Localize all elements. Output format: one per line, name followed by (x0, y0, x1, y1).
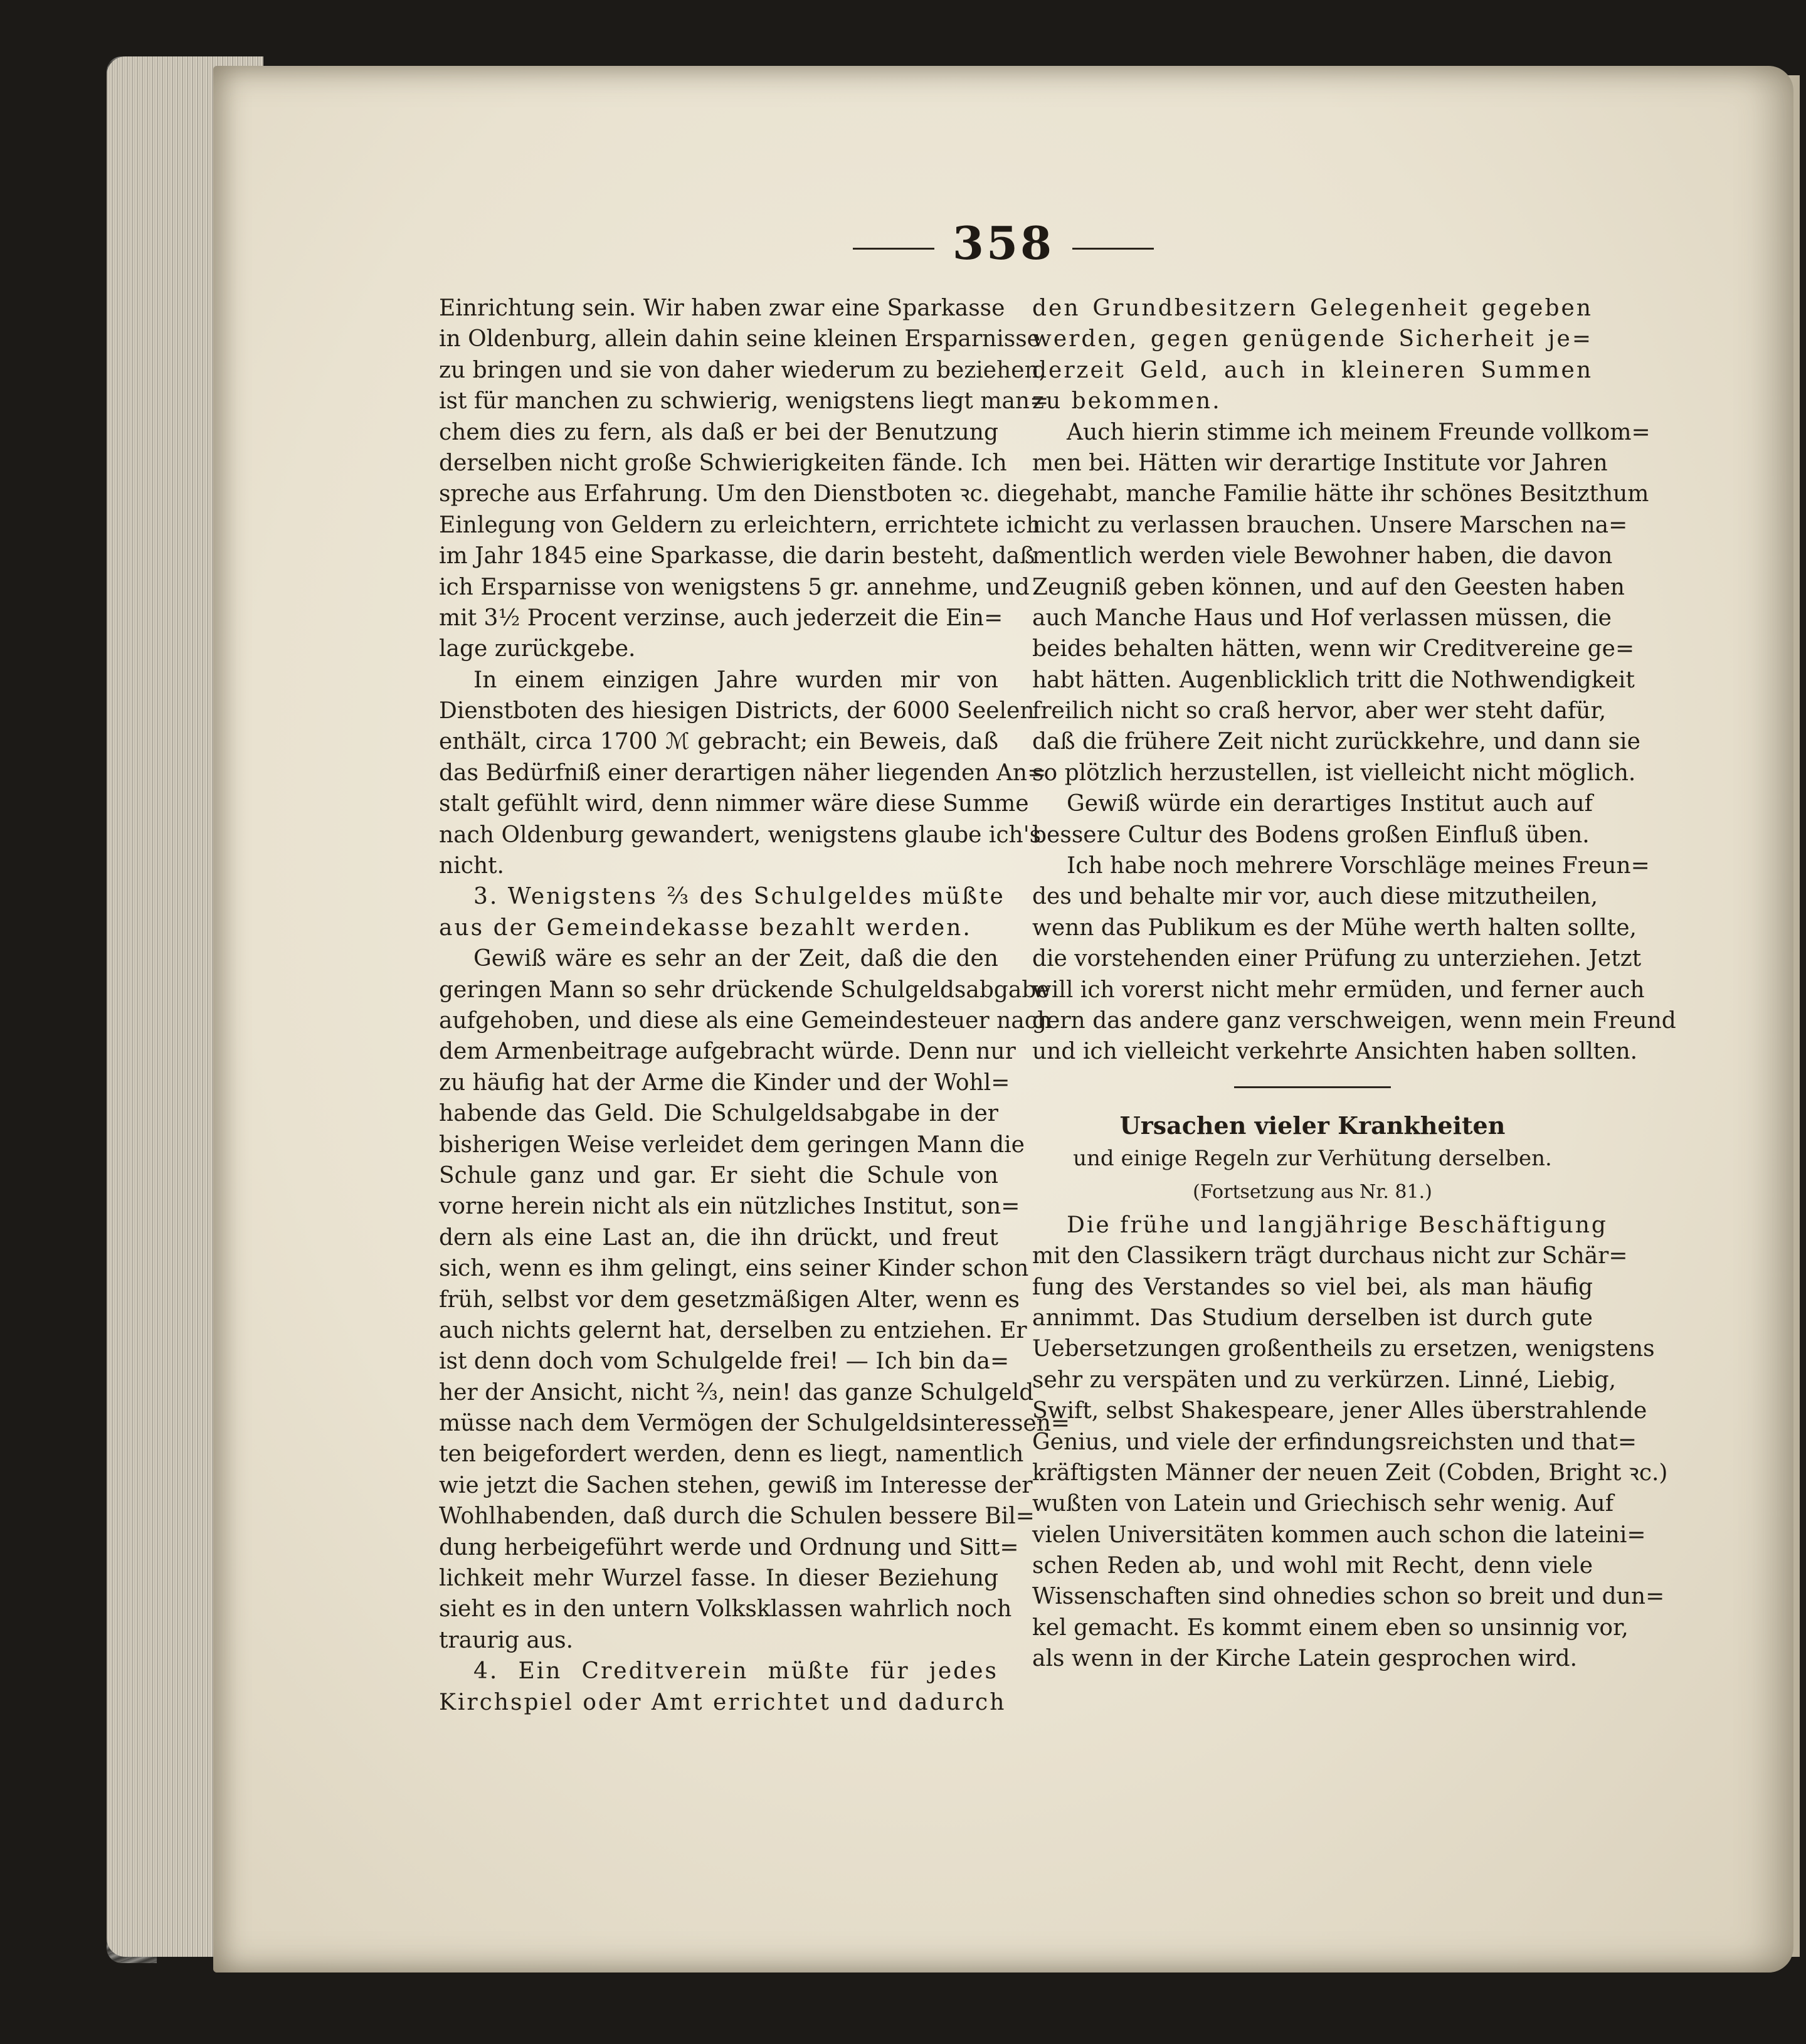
text-line: Gewiß würde ein derartiges Institut auch auf (1067, 791, 1593, 817)
text-line: beides behalten hätten, wenn wir Creditvereine ge= (1032, 636, 1635, 662)
text-line: Auch hierin stimme ich meinem Freunde vollkom= (1067, 419, 1650, 445)
text-line: vielen Universitäten kommen auch schon die lateini= (1032, 1522, 1646, 1548)
header-rule-right (1072, 248, 1154, 250)
text-line: wußten von Latein und Griechisch sehr wenig. Auf (1032, 1491, 1614, 1517)
text-line: gern das andere ganz verschweigen, wenn mein Freund (1032, 1007, 1676, 1034)
text-line: men bei. Hätten wir derartige Institute vor Jahren (1032, 450, 1608, 476)
text-line: Einlegung von Geldern zu erleichtern, errichtete ich (439, 512, 1041, 538)
text-line: auch nichts gelernt hat, derselben zu entziehen. Er (439, 1317, 1027, 1343)
text-line: ist für manchen zu schwierig, wenigstens liegt man= (439, 388, 1049, 415)
text-line: nicht. (439, 853, 504, 879)
text-line: Die frühe und langjährige Beschäftigung (1067, 1212, 1608, 1238)
text-line: zu häufig hat der Arme die Kinder und der Wohl= (439, 1069, 1010, 1096)
text-line: Wohlhabenden, daß durch die Schulen bessere Bil= (439, 1503, 1035, 1530)
text-line: dem Armenbeitrage aufgebracht würde. Denn nur (439, 1039, 1016, 1065)
text-line: ten beigefordert werden, denn es liegt, namentlich (439, 1441, 1024, 1468)
page-number: 358 (952, 216, 1055, 270)
text-line: Dienstboten des hiesigen Districts, der 6000 Seelen (439, 698, 1035, 724)
text-line: mit den Classikern trägt durchaus nicht zur Schär= (1032, 1243, 1628, 1269)
text-line: Schule ganz und gar. Er sieht die Schule von (439, 1162, 998, 1189)
text-line: annimmt. Das Studium derselben ist durch gute (1032, 1305, 1593, 1331)
text-line: will ich vorerst nicht mehr ermüden, und ferner auch (1032, 977, 1645, 1003)
text-line: In einem einzigen Jahre wurden mir von (473, 667, 998, 693)
text-line: gehabt, manche Familie hätte ihr schönes Besitzthum (1032, 481, 1649, 507)
text-line: die vorstehenden einer Prüfung zu unterziehen. Jetzt (1032, 946, 1642, 972)
text-line: nicht zu verlassen brauchen. Unsere Marschen na= (1032, 512, 1628, 538)
text-line: werden, gegen genügende Sicherheit je= (1032, 326, 1593, 352)
text-line: wie jetzt die Sachen stehen, gewiß im Interesse der (439, 1472, 1033, 1498)
text-line: mentlich werden viele Bewohner haben, die davon (1032, 543, 1613, 569)
text-line: nach Oldenburg gewandert, wenigstens glaube ich's (439, 822, 1042, 848)
text-line: bisherigen Weise verleidet dem geringen Mann die (439, 1131, 1025, 1158)
text-line: Swift, selbst Shakespeare, jener Alles überstrahlende (1032, 1398, 1647, 1424)
text-line: in Oldenburg, allein dahin seine kleinen Ersparnisse (439, 326, 1040, 352)
text-line: Uebersetzungen großentheils zu ersetzen, wenigstens (1032, 1336, 1655, 1362)
page-number-header (853, 216, 1154, 279)
text-line: auch Manche Haus und Hof verlassen müssen, die (1032, 605, 1612, 631)
text-line: kräftigsten Männer der neuen Zeit (Cobden, Bright ꝛc.) (1032, 1459, 1668, 1486)
text-line: zu bringen und sie von daher wiederum zu beziehen, (439, 357, 1047, 383)
text-line: Wissenschaften sind ohnedies schon so breit und dun= (1032, 1584, 1665, 1610)
text-line: zu bekommen. (1032, 388, 1222, 415)
text-line: früh, selbst vor dem gesetzmäßigen Alter, wenn es (439, 1286, 1020, 1313)
section-heading-3: 3. Wenigstens ⅔ des Schulgeldes müßte (473, 884, 1005, 910)
text-line: aufgehoben, und diese als eine Gemeindesteuer nach (439, 1007, 1052, 1034)
continuation-note: (Fortsetzung aus Nr. 81.) (1193, 1180, 1432, 1203)
right-text-column (1032, 293, 1676, 1675)
text-line: Zeugniß geben können, und auf den Geesten haben (1032, 574, 1625, 600)
text-line: und ich vielleicht verkehrte Ansichten haben sollten. (1032, 1039, 1638, 1065)
text-line: sehr zu verspäten und zu verkürzen. Linné, Liebig, (1032, 1367, 1617, 1393)
section-heading-4-cont: Kirchspiel oder Amt errichtet und dadurch (439, 1689, 1006, 1715)
text-line: freilich nicht so craß hervor, aber wer steht dafür, (1032, 698, 1607, 724)
text-line: traurig aus. (439, 1627, 574, 1653)
text-line: so plötzlich herzustellen, ist vielleicht nicht möglich. (1032, 760, 1636, 786)
text-line: derzeit Geld, auch in kleineren Summen (1032, 357, 1593, 383)
text-line: lage zurückgebe. (439, 636, 636, 662)
text-line: Einrichtung sein. Wir haben zwar eine Sparkasse (439, 295, 1005, 321)
text-line: vorne herein nicht als ein nützliches Institut, son= (439, 1194, 1020, 1220)
text-line: schen Reden ab, und wohl mit Recht, denn viele (1032, 1553, 1593, 1579)
text-line: im Jahr 1845 eine Sparkasse, die darin besteht, daß (439, 543, 1035, 569)
text-line: habende das Geld. Die Schulgeldsabgabe in der (439, 1101, 998, 1127)
text-line: habt hätten. Augenblicklich tritt die Nothwendigkeit (1032, 667, 1635, 693)
text-line: Ich habe noch mehrere Vorschläge meines Freun= (1067, 853, 1650, 879)
article-subheading: und einige Regeln zur Verhütung derselben. (1073, 1145, 1552, 1171)
section-heading-3-cont: aus der Gemeindekasse bezahlt werden. (439, 914, 972, 941)
text-line: des und behalte mir vor, auch diese mitzutheilen, (1032, 884, 1598, 910)
text-line: Gewiß wäre es sehr an der Zeit, daß die den (473, 946, 998, 972)
text-line: bessere Cultur des Bodens großen Einfluß üben. (1032, 822, 1590, 848)
text-line: spreche aus Erfahrung. Um den Dienstboten ꝛc. die (439, 481, 1032, 507)
text-line: wenn das Publikum es der Mühe werth halten sollte, (1032, 914, 1637, 941)
text-line: sich, wenn es ihm gelingt, eins seiner Kinder schon (439, 1256, 1029, 1282)
section-divider (1234, 1086, 1391, 1088)
text-line: lichkeit mehr Wurzel fasse. In dieser Beziehung (439, 1565, 998, 1592)
text-line: Genius, und viele der erfindungsreichsten und that= (1032, 1429, 1637, 1455)
section-heading-4: 4. Ein Creditverein müßte für jedes (473, 1658, 998, 1685)
text-line: den Grundbesitzern Gelegenheit gegeben (1032, 295, 1593, 321)
text-line: sieht es in den untern Volksklassen wahrlich noch (439, 1596, 1012, 1623)
text-line: chem dies zu fern, als daß er bei der Benutzung (439, 419, 998, 445)
text-line: daß die frühere Zeit nicht zurückkehre, und dann sie (1032, 729, 1640, 755)
left-text-column (439, 293, 1070, 1718)
text-line: ist denn doch vom Schulgelde frei! — Ich bin da= (439, 1348, 1010, 1375)
text-line: geringen Mann so sehr drückende Schulgeldsabgabe (439, 977, 1050, 1003)
text-line: müsse nach dem Vermögen der Schulgeldsinteressen= (439, 1411, 1070, 1437)
text-line: her der Ansicht, nicht ⅔, nein! das ganze Schulgeld (439, 1379, 1034, 1406)
text-line: dung herbeigeführt werde und Ordnung und Sitt= (439, 1534, 1019, 1560)
text-line: enthält, circa 1700 ℳ gebracht; ein Beweis, daß (439, 729, 998, 755)
text-line: fung des Verstandes so viel bei, als man häufig (1032, 1274, 1593, 1300)
text-line: als wenn in der Kirche Latein gesprochen wird. (1032, 1646, 1578, 1672)
text-line: stalt gefühlt wird, denn nimmer wäre diese Summe (439, 791, 1029, 817)
text-line: dern als eine Last an, die ihn drückt, und freut (439, 1224, 998, 1251)
text-line: ich Ersparnisse von wenigstens 5 gr. annehme, und (439, 574, 1030, 600)
text-line: kel gemacht. Es kommt einem eben so unsinnig vor, (1032, 1614, 1629, 1641)
text-line: das Bedürfniß einer derartigen näher liegenden An= (439, 760, 1047, 786)
text-line: mit 3½ Procent verzinse, auch jederzeit die Ein= (439, 605, 1003, 631)
text-line: derselben nicht große Schwierigkeiten fände. Ich (439, 450, 1007, 476)
article-heading: Ursachen vieler Krankheiten (1119, 1111, 1506, 1140)
